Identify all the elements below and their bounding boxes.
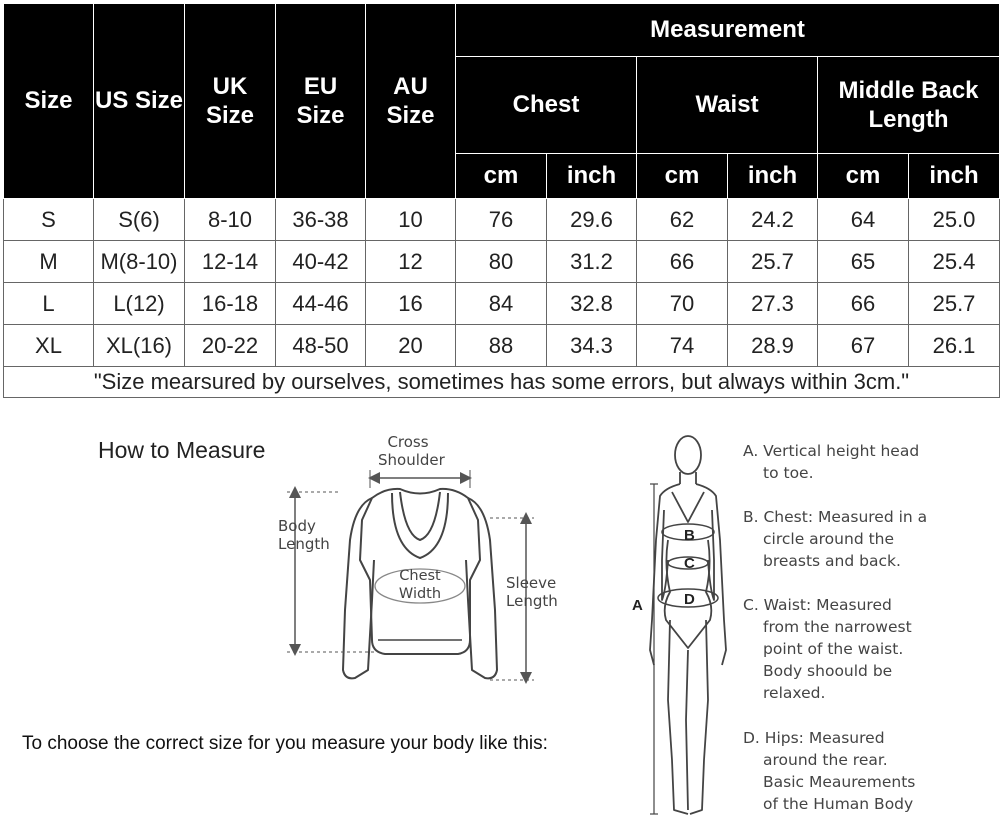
header-chest-inch: inch xyxy=(547,154,637,199)
size-note: "Size mearsured by ourselves, sometimes has some errors, but always within 3cm." xyxy=(4,367,1000,398)
table-cell: 88 xyxy=(456,325,547,367)
legend-b-line-3: breasts and back. xyxy=(763,552,901,570)
table-cell: 84 xyxy=(456,283,547,325)
header-waist: Waist xyxy=(637,57,818,154)
table-cell: 74 xyxy=(637,325,728,367)
body-label-c: C xyxy=(684,555,695,572)
legend-d-line-1: D. Hips: Measured xyxy=(743,729,885,747)
header-au-size: AU Size xyxy=(366,4,456,199)
header-uk-size: UK Size xyxy=(185,4,276,199)
table-cell: L(12) xyxy=(94,283,185,325)
table-cell: XL xyxy=(4,325,94,367)
legend-b-line-2: circle around the xyxy=(763,530,895,548)
legend-c-line-4: Body shoould be xyxy=(763,662,893,680)
table-cell: 10 xyxy=(366,199,456,241)
how-to-measure-title: How to Measure xyxy=(98,437,266,463)
table-cell: 65 xyxy=(818,241,909,283)
table-cell: M(8-10) xyxy=(94,241,185,283)
legend-d-line-4: of the Human Body xyxy=(763,795,914,813)
legend-b xyxy=(743,506,998,572)
table-cell: 66 xyxy=(637,241,728,283)
table-cell: 20-22 xyxy=(185,325,276,367)
header-waist-cm: cm xyxy=(637,154,728,199)
table-cell: 48-50 xyxy=(276,325,366,367)
legend-d xyxy=(743,727,998,815)
legend-c-line-2: from the narrowest xyxy=(763,618,912,636)
legend-b-line-1: B. Chest: Measured in a xyxy=(743,508,928,526)
table-cell: 12-14 xyxy=(185,241,276,283)
sleeve-length-label: Sleeve Length xyxy=(506,574,558,610)
table-cell: XL(16) xyxy=(94,325,185,367)
body-label-b: B xyxy=(684,527,695,544)
table-cell: 34.3 xyxy=(547,325,637,367)
body-length-label: Body Length xyxy=(278,517,330,553)
body-label-d: D xyxy=(684,591,695,608)
table-cell: 40-42 xyxy=(276,241,366,283)
table-cell: 31.2 xyxy=(547,241,637,283)
legend-c-line-1: C. Waist: Measured xyxy=(743,596,892,614)
legend-a xyxy=(743,440,998,484)
table-cell: 29.6 xyxy=(547,199,637,241)
table-cell: 36-38 xyxy=(276,199,366,241)
legend-c-line-3: point of the waist. xyxy=(763,640,904,658)
table-cell: 16 xyxy=(366,283,456,325)
table-cell: 25.7 xyxy=(909,283,1000,325)
table-cell: S xyxy=(4,199,94,241)
legend-a-line-2: to toe. xyxy=(763,464,814,482)
table-cell: 12 xyxy=(366,241,456,283)
body-label-a: A xyxy=(632,597,643,614)
legend-c xyxy=(743,594,998,704)
table-cell: L xyxy=(4,283,94,325)
table-cell: 44-46 xyxy=(276,283,366,325)
cross-shoulder-label: Cross Shoulder xyxy=(378,433,445,469)
table-cell: 8-10 xyxy=(185,199,276,241)
table-cell: 26.1 xyxy=(909,325,1000,367)
table-cell: 20 xyxy=(366,325,456,367)
table-cell: 70 xyxy=(637,283,728,325)
table-cell: S(6) xyxy=(94,199,185,241)
header-chest: Chest xyxy=(456,57,637,154)
header-eu-size: EU Size xyxy=(276,4,366,199)
table-cell: 66 xyxy=(818,283,909,325)
table-cell: 25.7 xyxy=(728,241,818,283)
human-body-illustration xyxy=(650,436,726,814)
table-cell: 16-18 xyxy=(185,283,276,325)
table-cell: 76 xyxy=(456,199,547,241)
header-us-size: US Size xyxy=(94,4,185,199)
table-cell: 25.0 xyxy=(909,199,1000,241)
table-cell: 32.8 xyxy=(547,283,637,325)
legend-d-line-2: around the rear. xyxy=(763,751,888,769)
table-cell: 64 xyxy=(818,199,909,241)
header-waist-inch: inch xyxy=(728,154,818,199)
header-back-inch: inch xyxy=(909,154,1000,199)
legend-a-line-1: A. Vertical height head xyxy=(743,442,920,460)
table-cell: 25.4 xyxy=(909,241,1000,283)
header-back-cm: cm xyxy=(818,154,909,199)
legend-d-line-3: Basic Meaurements xyxy=(763,773,916,791)
header-size: Size xyxy=(4,4,94,199)
legend-c-line-5: relaxed. xyxy=(763,684,826,702)
table-cell: 67 xyxy=(818,325,909,367)
table-cell: 62 xyxy=(637,199,728,241)
choose-size-instruction: To choose the correct size for you measure your body like this: xyxy=(22,733,548,754)
chest-width-label: Chest Width xyxy=(398,568,442,602)
header-measurement: Measurement xyxy=(456,4,1000,57)
header-chest-cm: cm xyxy=(456,154,547,199)
table-cell: 80 xyxy=(456,241,547,283)
table-cell: 24.2 xyxy=(728,199,818,241)
table-cell: 28.9 xyxy=(728,325,818,367)
header-middle-back-length: Middle Back Length xyxy=(818,57,1000,154)
table-cell: 27.3 xyxy=(728,283,818,325)
table-cell: M xyxy=(4,241,94,283)
